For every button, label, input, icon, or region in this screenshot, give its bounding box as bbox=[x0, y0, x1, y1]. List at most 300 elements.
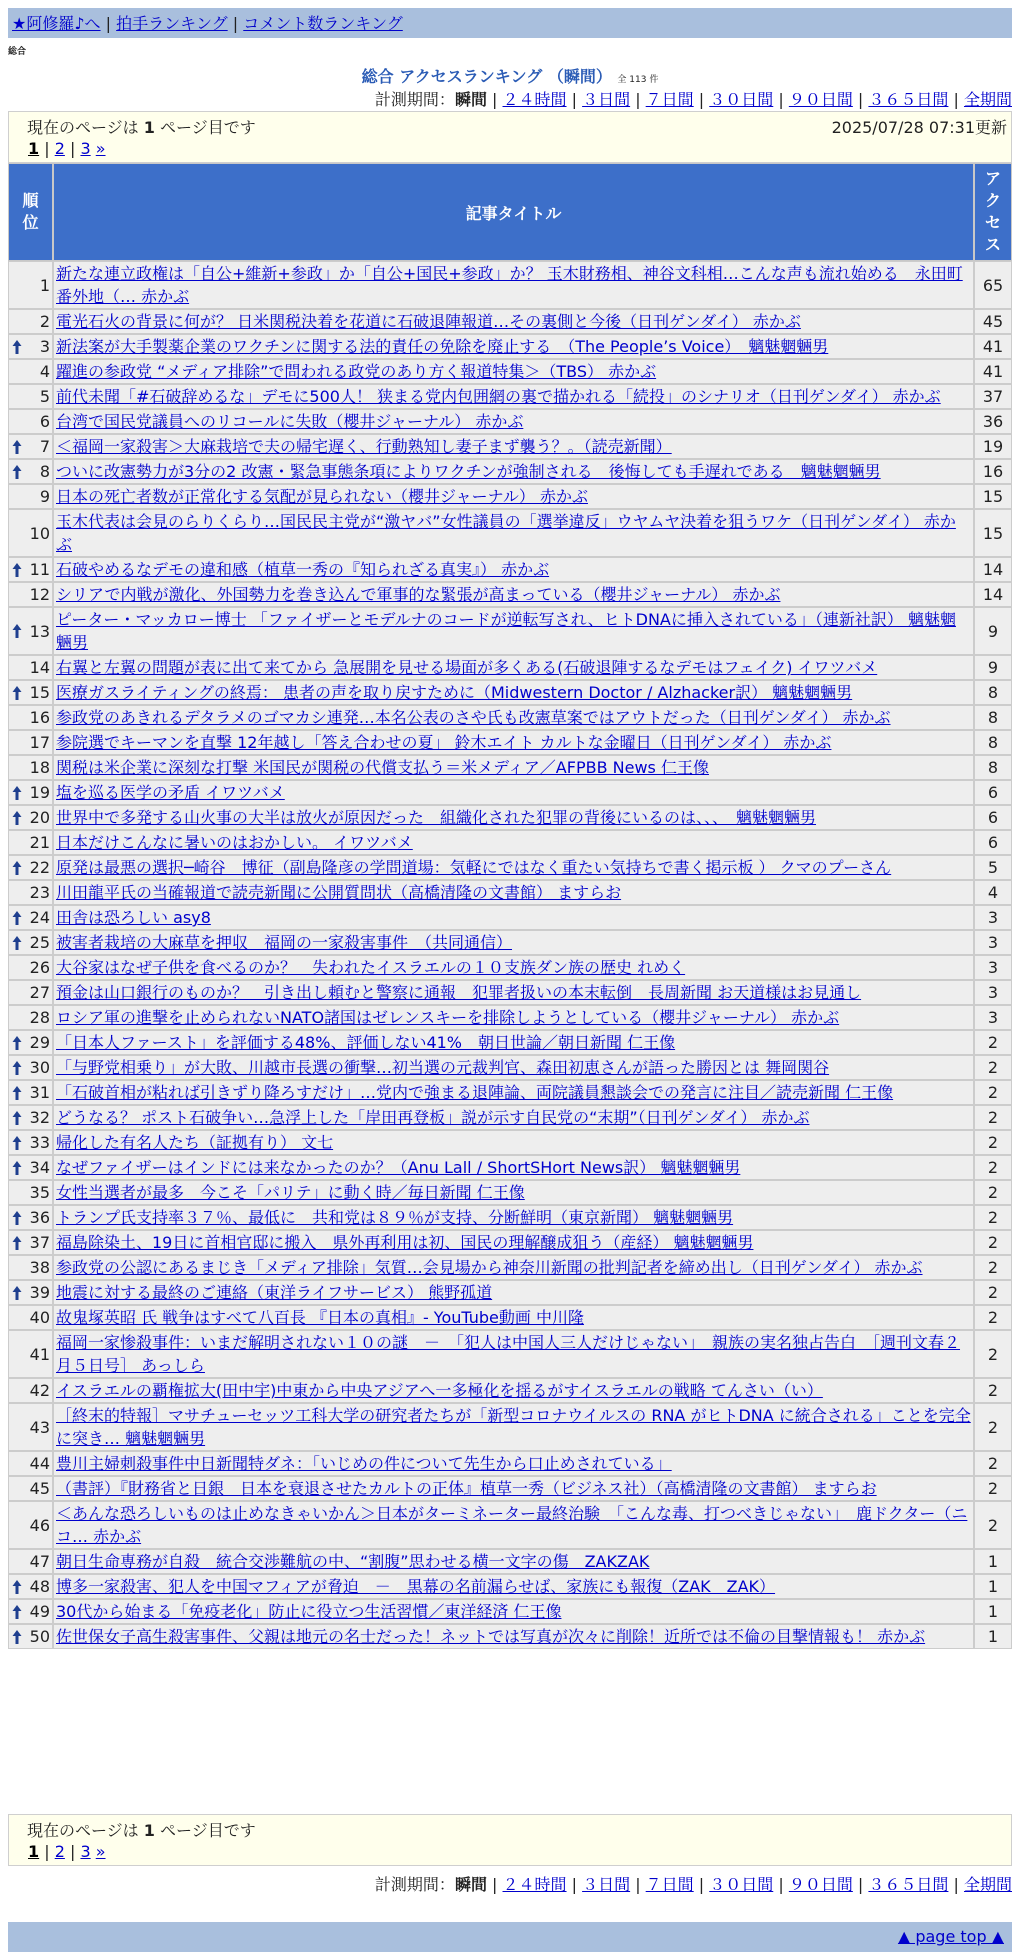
current-page-text-bottom: 現在のページは 1 ページ目です bbox=[27, 1821, 256, 1840]
period-option-link[interactable]: ７日間 bbox=[645, 1875, 694, 1894]
access-count: 3 bbox=[974, 955, 1012, 980]
title-cell bbox=[53, 1280, 974, 1305]
table-row bbox=[8, 705, 1012, 730]
title-cell bbox=[53, 905, 974, 930]
article-title-link[interactable]: 被害者栽培の大麻草を押収 福岡の一家殺害事件 （共同通信） bbox=[56, 933, 513, 952]
rank-cell bbox=[8, 484, 53, 509]
total-count: 全 113 件 bbox=[617, 75, 659, 85]
table-row bbox=[8, 1330, 1012, 1378]
rank-number: 48 bbox=[29, 1577, 50, 1596]
period-option-link[interactable]: ３６５日間 bbox=[868, 1875, 949, 1894]
title-cell bbox=[53, 655, 974, 680]
rank-number: 4 bbox=[39, 362, 50, 381]
rank-number: 44 bbox=[29, 1454, 50, 1473]
access-count: 2 bbox=[974, 1378, 1012, 1403]
rank-number: 15 bbox=[29, 683, 50, 702]
article-title-link[interactable]: ［終末的特報］マサチューセッツ工科大学の研究者たちが「新型コロナウイルスの RNA がヒトDNA に統合される」ことを完全に突き… 魑魅魍魎男 bbox=[56, 1406, 971, 1448]
access-count: 2 bbox=[974, 1403, 1012, 1451]
home-link[interactable]: ★阿修羅♪へ bbox=[12, 14, 101, 33]
article-title-link[interactable]: 躍進の参政党 “メディア排除”で問われる政党のあり方く報道特集＞（TBS） 赤かぶ bbox=[56, 362, 657, 381]
rank-cell bbox=[8, 1080, 53, 1105]
pager-page-link[interactable]: 1 bbox=[28, 139, 40, 158]
article-title-link[interactable]: 故鬼塚英昭 氏 戦争はすべて八百長 『日本の真相』- YouTube動画 中川隆 bbox=[56, 1308, 584, 1327]
rank-number: 28 bbox=[29, 1008, 50, 1027]
rank-up-arrow-icon bbox=[12, 910, 22, 926]
table-row bbox=[8, 680, 1012, 705]
rank-cell bbox=[8, 1574, 53, 1599]
table-row bbox=[8, 1574, 1012, 1599]
rank-number: 7 bbox=[39, 437, 50, 456]
rank-up-arrow-icon bbox=[12, 785, 22, 801]
article-title-link[interactable]: 電光石火の背景に何が？ 日米関税決着を花道に石破退陣報道…その裏側と今後（日刊ゲンダイ） 赤かぶ bbox=[56, 312, 801, 331]
article-title-link[interactable]: 世界中で多発する山火事の大半は放火が原因だった 組織化された犯罪の背後にいるのは、、、 魑魅魍魎男 bbox=[56, 808, 817, 827]
rank-cell bbox=[8, 955, 53, 980]
period-selector-top: 計測期間：瞬間 | ２４時間 | ３日間 | ７日間 | ３０日間 | ９０日間 | ３６５日間 | 全期間 bbox=[374, 90, 1012, 109]
category-label: 総合 bbox=[8, 47, 27, 57]
table-row bbox=[8, 1255, 1012, 1280]
article-title-link[interactable]: 日本の死亡者数が正常化する気配が見られない（櫻井ジャーナル） 赤かぶ bbox=[56, 487, 588, 506]
article-title-link[interactable]: 原発は最悪の選択─崎谷 博征（副島隆彦の学問道場：気軽にではなく重たい気持ちで書く掲示板 ） クマのプーさん bbox=[56, 858, 892, 877]
col-rank-header: 順位 bbox=[8, 163, 53, 261]
access-count: 6 bbox=[974, 780, 1012, 805]
rank-cell bbox=[8, 805, 53, 830]
title-cell bbox=[53, 459, 974, 484]
rank-number: 36 bbox=[29, 1208, 50, 1227]
rank-cell bbox=[8, 557, 53, 582]
access-count: 2 bbox=[974, 1255, 1012, 1280]
period-current: 瞬間 bbox=[454, 1875, 487, 1894]
article-title-link[interactable]: 女性当選者が最多 今こそ「パリテ」に動く時／毎日新聞 仁王像 bbox=[56, 1183, 525, 1202]
table-row bbox=[8, 905, 1012, 930]
rank-cell bbox=[8, 680, 53, 705]
rank-up-arrow-icon bbox=[12, 810, 22, 826]
article-title-link[interactable]: 預金は山口銀行のものか？ 引き出し頼むと警察に通報 犯罪者扱いの本末転倒 長周新聞 お天道様はお見通し bbox=[56, 983, 862, 1002]
rank-cell bbox=[8, 755, 53, 780]
title-cell bbox=[53, 1574, 974, 1599]
rank-cell bbox=[8, 1501, 53, 1549]
rank-up-arrow-icon bbox=[12, 1135, 22, 1151]
rank-cell bbox=[8, 1549, 53, 1574]
rank-number: 40 bbox=[29, 1308, 50, 1327]
rank-cell bbox=[8, 1624, 53, 1649]
title-cell bbox=[53, 607, 974, 655]
article-title-link[interactable]: ロシア軍の進撃を止められないNATO諸国はゼレンスキーを排除しようとしている（櫻井ジャーナル） 赤かぶ bbox=[56, 1008, 840, 1027]
period-option-link[interactable]: ２４時間 bbox=[502, 1875, 567, 1894]
article-title-link[interactable]: 日本だけこんなに暑いのはおかしい。 イワツバメ bbox=[56, 833, 413, 852]
rank-number: 25 bbox=[29, 933, 50, 952]
article-title-link[interactable]: 「石破首相が粘れば引きずり降ろすだけ」…党内で強まる退陣論、両院議員懇談会での発言に注目／読売新聞 仁王像 bbox=[56, 1083, 894, 1102]
table-row bbox=[8, 780, 1012, 805]
table-row bbox=[8, 1205, 1012, 1230]
rank-number: 23 bbox=[29, 883, 50, 902]
rank-up-arrow-icon bbox=[12, 1629, 22, 1645]
article-title-link[interactable]: 新法案が大手製薬企業のワクチンに関する法的責任の免除を廃止する （The People’s Voice） 魑魅魍魎男 bbox=[56, 337, 829, 356]
rank-cell bbox=[8, 1476, 53, 1501]
access-count: 37 bbox=[974, 384, 1012, 409]
pager-page-link[interactable]: 2 bbox=[54, 139, 65, 158]
access-count: 1 bbox=[974, 1574, 1012, 1599]
table-row bbox=[8, 557, 1012, 582]
title-cell bbox=[53, 980, 974, 1005]
rank-cell bbox=[8, 1180, 53, 1205]
access-count: 16 bbox=[974, 459, 1012, 484]
table-row bbox=[8, 930, 1012, 955]
period-option-link[interactable]: ３０日間 bbox=[709, 90, 774, 109]
article-title-link[interactable]: 豊川主婦刺殺事件中日新聞特ダネ：「いじめの件について先生から口止めされている」 bbox=[56, 1454, 672, 1473]
title-cell bbox=[53, 1624, 974, 1649]
rank-cell bbox=[8, 1599, 53, 1624]
article-title-link[interactable]: ＜福岡一家殺害＞大麻栽培で夫の帰宅遅く、行動熟知し妻子まず襲う？。（読売新聞） bbox=[56, 437, 672, 456]
article-title-link[interactable]: 台湾で国民党議員へのリコールに失敗（櫻井ジャーナル） 赤かぶ bbox=[56, 412, 524, 431]
table-row bbox=[8, 655, 1012, 680]
title-cell bbox=[53, 730, 974, 755]
col-access-header: アクセス bbox=[974, 163, 1012, 261]
article-title-link[interactable]: 参院選でキーマンを直撃 12年越し「答え合わせの夏」 鈴木エイト カルトな金曜日（日刊ゲンダイ） 赤かぶ bbox=[56, 733, 832, 752]
access-count: 15 bbox=[974, 509, 1012, 557]
title-cell bbox=[53, 1155, 974, 1180]
article-title-link[interactable]: 「与野党相乗り」が大敗、川越市長選の衝撃…初当選の元裁判官、森田初恵さんが語った勝因とは 舞岡関谷 bbox=[56, 1058, 830, 1077]
rank-number: 45 bbox=[29, 1479, 50, 1498]
article-title-link[interactable]: 塩を巡る医学の矛盾 イワツバメ bbox=[56, 783, 285, 802]
table-row bbox=[8, 261, 1012, 309]
access-count: 9 bbox=[974, 655, 1012, 680]
rank-number: 37 bbox=[29, 1233, 50, 1252]
rank-cell bbox=[8, 309, 53, 334]
access-count: 14 bbox=[974, 582, 1012, 607]
rank-up-arrow-icon bbox=[12, 1210, 22, 1226]
rank-up-arrow-icon bbox=[12, 860, 22, 876]
rank-cell bbox=[8, 1055, 53, 1080]
access-count: 2 bbox=[974, 1130, 1012, 1155]
page-info-top bbox=[8, 111, 1012, 163]
period-option-link[interactable]: 全期間 bbox=[963, 1875, 1012, 1894]
article-title-link[interactable]: 博多一家殺害、犯人を中国マフィアが脅迫 － 黒幕の名前漏らせば、家族にも報復（ZAK ZAK） bbox=[56, 1577, 776, 1596]
title-cell bbox=[53, 384, 974, 409]
title-cell bbox=[53, 1055, 974, 1080]
title-cell bbox=[53, 705, 974, 730]
title-cell bbox=[53, 509, 974, 557]
rank-up-arrow-icon bbox=[12, 1579, 22, 1595]
table-row bbox=[8, 607, 1012, 655]
table-row bbox=[8, 755, 1012, 780]
title-cell bbox=[53, 930, 974, 955]
title-cell bbox=[53, 1451, 974, 1476]
rank-number: 50 bbox=[29, 1627, 50, 1646]
pager-page-link[interactable]: 1 bbox=[28, 1842, 40, 1861]
article-title-link[interactable]: 佐世保女子高生殺害事件、父親は地元の名士だった！ネットでは写真が次々に削除！近所では不倫の目撃情報も！ 赤かぶ bbox=[56, 1627, 926, 1646]
title-cell bbox=[53, 434, 974, 459]
rank-up-arrow-icon bbox=[12, 1035, 22, 1051]
title-cell bbox=[53, 261, 974, 309]
article-title-link[interactable]: 玉木代表は会見のらりくらり…国民民主党が“激ヤバ”女性議員の「選挙違反」ウヤムヤ決着を狙うワケ（日刊ゲンダイ） 赤かぶ bbox=[56, 512, 956, 554]
rank-number: 20 bbox=[29, 808, 50, 827]
rank-cell bbox=[8, 1330, 53, 1378]
table-row bbox=[8, 830, 1012, 855]
table-row bbox=[8, 1476, 1012, 1501]
rank-cell bbox=[8, 705, 53, 730]
bottom-bar bbox=[8, 1922, 1012, 1952]
rank-cell bbox=[8, 1130, 53, 1155]
table-row bbox=[8, 1155, 1012, 1180]
access-count: 1 bbox=[974, 1549, 1012, 1574]
article-title-link[interactable]: 30代から始まる「免疫老化」防止に役立つ生活習慣／東洋経済 仁王像 bbox=[56, 1602, 562, 1621]
period-option-link[interactable]: ３日間 bbox=[582, 90, 631, 109]
article-title-link[interactable]: 右翼と左翼の問題が表に出て来てから 急展開を見せる場面が多くある(石破退陣するなデモはフェイク) イワツバメ bbox=[56, 658, 878, 677]
table-row bbox=[8, 1378, 1012, 1403]
ranking-rows bbox=[8, 261, 1012, 1649]
access-count: 2 bbox=[974, 1280, 1012, 1305]
title-cell bbox=[53, 1403, 974, 1451]
pager-bottom: 1 | 2 | 3 » bbox=[28, 1842, 106, 1861]
rank-up-arrow-icon bbox=[12, 339, 22, 355]
table-row bbox=[8, 334, 1012, 359]
article-title-link[interactable]: 参政党のあきれるデタラメのゴマカシ連発…本名公表のさや氏も改憲草案ではアウトだった（日刊ゲンダイ） 赤かぶ bbox=[56, 708, 891, 727]
access-count: 2 bbox=[974, 1080, 1012, 1105]
table-row bbox=[8, 582, 1012, 607]
title-cell bbox=[53, 1476, 974, 1501]
article-title-link[interactable]: ピーター・マッカロー博士 「ファイザーとモデルナのコードが逆転写され、ヒトDNAに挿入されている」（連新社訳） 魑魅魍魎男 bbox=[56, 610, 956, 652]
table-row bbox=[8, 309, 1012, 334]
article-title-link[interactable]: 福島除染土、19日に首相官邸に搬入 県外再利用は初、国民の理解醸成狙う（産経） 魑魅魍魎男 bbox=[56, 1233, 754, 1252]
article-title-link[interactable]: なぜファイザーはインドには来なかったのか？（Anu Lall / ShortSHort News訳） 魑魅魍魎男 bbox=[56, 1158, 741, 1177]
rank-number: 18 bbox=[29, 758, 50, 777]
rank-number: 32 bbox=[29, 1108, 50, 1127]
rank-number: 27 bbox=[29, 983, 50, 1002]
period-option-link[interactable]: 全期間 bbox=[963, 90, 1012, 109]
title-cell bbox=[53, 1130, 974, 1155]
table-row bbox=[8, 1230, 1012, 1255]
table-row bbox=[8, 484, 1012, 509]
access-count: 3 bbox=[974, 1005, 1012, 1030]
rank-cell bbox=[8, 1305, 53, 1330]
period-option-link[interactable]: ３日間 bbox=[582, 1875, 631, 1894]
access-count: 15 bbox=[974, 484, 1012, 509]
rank-number: 43 bbox=[29, 1417, 50, 1437]
table-row bbox=[8, 359, 1012, 384]
rank-cell bbox=[8, 1280, 53, 1305]
article-title-link[interactable]: どうなる？ ポスト石破争い…急浮上した「岸田再登板」説が示す自民党の“末期”（日刊ゲンダイ） 赤かぶ bbox=[56, 1108, 810, 1127]
rank-number: 49 bbox=[29, 1602, 50, 1621]
rank-cell bbox=[8, 905, 53, 930]
rank-cell bbox=[8, 261, 53, 309]
title-cell bbox=[53, 755, 974, 780]
article-title-link[interactable]: イスラエルの覇権拡大(田中宇)中東から中央アジアへ一多極化を揺るがすイスラエルの戦略 てんさい（い） bbox=[56, 1381, 823, 1400]
applause-ranking-link[interactable]: 拍手ランキング bbox=[116, 14, 228, 33]
rank-cell bbox=[8, 655, 53, 680]
title-cell bbox=[53, 484, 974, 509]
access-count: 2 bbox=[974, 1305, 1012, 1330]
rank-cell bbox=[8, 1378, 53, 1403]
table-row bbox=[8, 855, 1012, 880]
period-option-link[interactable]: ７日間 bbox=[645, 90, 694, 109]
article-title-link[interactable]: トランプ氏支持率３７％、最低に 共和党は８９％が支持、分断鮮明（東京新聞） 魑魅魍魎男 bbox=[56, 1208, 734, 1227]
pager-next-link[interactable]: » bbox=[95, 1842, 106, 1861]
article-title-link[interactable]: 前代未聞「#石破辞めるな」デモに500人！ 狭まる党内包囲網の裏で描かれる「続投」のシナリオ（日刊ゲンダイ） 赤かぶ bbox=[56, 387, 941, 406]
rank-up-arrow-icon bbox=[12, 1060, 22, 1076]
article-title-link[interactable]: ついに改憲勢力が3分の2 改憲・緊急事態条項によりワクチンが強制される 後悔しても手遅れである 魑魅魍魎男 bbox=[56, 462, 881, 481]
period-option-link[interactable]: ９０日間 bbox=[788, 90, 853, 109]
title-cell bbox=[53, 1080, 974, 1105]
access-count: 8 bbox=[974, 705, 1012, 730]
table-row bbox=[8, 730, 1012, 755]
title-cell bbox=[53, 1330, 974, 1378]
article-title-link[interactable]: （書評）『財務省と日銀 日本を衰退させたカルトの正体』植草一秀（ビジネス社）（高橋清隆の文書館） ますらお bbox=[56, 1479, 877, 1498]
period-option-link[interactable]: ３６５日間 bbox=[868, 90, 949, 109]
access-count: 5 bbox=[974, 855, 1012, 880]
access-count: 6 bbox=[974, 805, 1012, 830]
access-count: 2 bbox=[974, 1476, 1012, 1501]
article-title-link[interactable]: 参政党の公認にあるまじき「メディア排除」気質…会見場から神奈川新聞の批判記者を締め出し（日刊ゲンダイ） 赤かぶ bbox=[56, 1258, 923, 1277]
article-title-link[interactable]: 朝日生命専務が自殺 統合交渉難航の中、“割腹”思わせる横一文字の傷 ZAKZAK bbox=[56, 1552, 650, 1571]
rank-number: 35 bbox=[29, 1183, 50, 1202]
article-title-link[interactable]: 地震に対する最終のご連絡（東洋ライフサービス） 熊野孤道 bbox=[56, 1283, 493, 1302]
rank-number: 1 bbox=[39, 275, 50, 295]
page-info-bottom bbox=[8, 1814, 1012, 1866]
rank-cell bbox=[8, 607, 53, 655]
title-cell bbox=[53, 1599, 974, 1624]
rank-number: 21 bbox=[29, 833, 50, 852]
col-title-header: 記事タイトル bbox=[53, 163, 974, 261]
rank-cell bbox=[8, 1030, 53, 1055]
title-cell bbox=[53, 1255, 974, 1280]
access-count: 2 bbox=[974, 1155, 1012, 1180]
rank-number: 3 bbox=[39, 337, 50, 356]
period-label: 計測期間： bbox=[374, 1875, 455, 1894]
access-count: 2 bbox=[974, 1105, 1012, 1130]
rank-cell bbox=[8, 1205, 53, 1230]
article-title-link[interactable]: 福岡一家惨殺事件：いまだ解明されない１０の謎 － 「犯人は中国人三人だけじゃない」 親族の実名独占告白 ［週刊文春２月５日号］ あっしら bbox=[56, 1333, 961, 1375]
rank-cell bbox=[8, 1230, 53, 1255]
access-count: 2 bbox=[974, 1230, 1012, 1255]
period-option-link[interactable]: ３０日間 bbox=[709, 1875, 774, 1894]
access-count: 41 bbox=[974, 334, 1012, 359]
table-row bbox=[8, 880, 1012, 905]
comment-ranking-link[interactable]: コメント数ランキング bbox=[243, 14, 403, 33]
access-count: 3 bbox=[974, 980, 1012, 1005]
access-count: 2 bbox=[974, 1501, 1012, 1549]
article-title-link[interactable]: シリアで内戦が激化、外国勢力を巻き込んで軍事的な緊張が高まっている（櫻井ジャーナル） 赤かぶ bbox=[56, 585, 781, 604]
article-title-link[interactable]: 石破やめるなデモの違和感（植草一秀の『知られざる真実』） 赤かぶ bbox=[56, 560, 550, 579]
title-cell bbox=[53, 855, 974, 880]
pager-page-link[interactable]: 3 bbox=[80, 1842, 91, 1861]
table-row bbox=[8, 1105, 1012, 1130]
title-cell bbox=[53, 309, 974, 334]
table-row bbox=[8, 805, 1012, 830]
access-count: 2 bbox=[974, 1180, 1012, 1205]
period-option-link[interactable]: ９０日間 bbox=[788, 1875, 853, 1894]
title-cell bbox=[53, 409, 974, 434]
rank-up-arrow-icon bbox=[12, 685, 22, 701]
rank-up-arrow-icon bbox=[12, 623, 22, 639]
article-title-link[interactable]: 川田龍平氏の当確報道で読売新聞に公開質問状（高橋清隆の文書館） ますらお bbox=[56, 883, 622, 902]
rank-number: 6 bbox=[39, 412, 50, 431]
page-top-link[interactable]: ▲ page top ▲ bbox=[897, 1927, 1004, 1946]
article-title-link[interactable]: 「日本人ファースト」を評価する48%、評価しない41% 朝日世論／朝日新聞 仁王像 bbox=[56, 1033, 676, 1052]
rank-cell bbox=[8, 1451, 53, 1476]
rank-number: 14 bbox=[29, 658, 50, 677]
rank-cell bbox=[8, 880, 53, 905]
title-cell bbox=[53, 1549, 974, 1574]
pager-page-link[interactable]: 3 bbox=[80, 139, 91, 158]
title-cell bbox=[53, 780, 974, 805]
rank-number: 47 bbox=[29, 1552, 50, 1571]
ranking-title-text: 総合 アクセスランキング （瞬間） bbox=[361, 67, 612, 86]
access-count: 1 bbox=[974, 1624, 1012, 1649]
rank-cell bbox=[8, 509, 53, 557]
rank-cell bbox=[8, 384, 53, 409]
rank-number: 9 bbox=[39, 487, 50, 506]
title-cell bbox=[53, 1205, 974, 1230]
rank-cell bbox=[8, 1155, 53, 1180]
article-title-link[interactable]: 関税は米企業に深刻な打撃 米国民が関税の代償支払う＝米メディア／AFPBB News 仁王像 bbox=[56, 758, 709, 777]
table-row bbox=[8, 434, 1012, 459]
rank-cell bbox=[8, 582, 53, 607]
title-cell bbox=[53, 680, 974, 705]
table-row bbox=[8, 1280, 1012, 1305]
title-cell bbox=[53, 359, 974, 384]
access-count: 41 bbox=[974, 359, 1012, 384]
rank-up-arrow-icon bbox=[12, 562, 22, 578]
period-option-link[interactable]: ２４時間 bbox=[502, 90, 567, 109]
title-cell bbox=[53, 582, 974, 607]
title-cell bbox=[53, 1180, 974, 1205]
rank-cell bbox=[8, 1403, 53, 1451]
article-title-link[interactable]: 田舎は恐ろしい asy8 bbox=[56, 908, 211, 927]
access-count: 2 bbox=[974, 1205, 1012, 1230]
pager-page-link[interactable]: 2 bbox=[54, 1842, 65, 1861]
article-title-link[interactable]: 新たな連立政権は「自公+維新+参政」か「自公+国民+参政」か？ 玉木財務相、神谷文科相…こんな声も流れ始める 永田町番外地（… 赤かぶ bbox=[56, 264, 963, 306]
table-row bbox=[8, 955, 1012, 980]
rank-number: 38 bbox=[29, 1258, 50, 1277]
rank-number: 34 bbox=[29, 1158, 50, 1177]
top-nav: ★阿修羅♪へ | 拍手ランキング | コメント数ランキング bbox=[8, 8, 1012, 38]
rank-cell bbox=[8, 334, 53, 359]
article-title-link[interactable]: 帰化した有名人たち（証拠有り） 文七 bbox=[56, 1133, 334, 1152]
article-title-link[interactable]: ＜あんな恐ろしいものは止めなきゃいかん＞日本がターミネーター最終治験 「こんな毒、打つべきじゃない」 鹿ドクター（ニコ… 赤かぶ bbox=[56, 1504, 968, 1546]
title-cell bbox=[53, 1305, 974, 1330]
table-row bbox=[8, 1624, 1012, 1649]
rank-cell bbox=[8, 780, 53, 805]
access-count: 9 bbox=[974, 607, 1012, 655]
rank-up-arrow-icon bbox=[12, 464, 22, 480]
table-row bbox=[8, 1403, 1012, 1451]
table-row bbox=[8, 1549, 1012, 1574]
ranking-table bbox=[8, 163, 1012, 1649]
rank-number: 30 bbox=[29, 1058, 50, 1077]
rank-cell bbox=[8, 980, 53, 1005]
table-row bbox=[8, 509, 1012, 557]
current-page-text: 現在のページは 1 ページ目です bbox=[27, 118, 256, 137]
access-count: 2 bbox=[974, 1330, 1012, 1378]
rank-number: 46 bbox=[29, 1515, 50, 1535]
rank-number: 19 bbox=[29, 783, 50, 802]
rank-up-arrow-icon bbox=[12, 1085, 22, 1101]
article-title-link[interactable]: 医療ガスライティングの終焉： 患者の声を取り戻すために（Midwestern Doctor / Alzhacker訳） 魑魅魍魎男 bbox=[56, 683, 853, 702]
access-count: 2 bbox=[974, 1055, 1012, 1080]
rank-cell bbox=[8, 459, 53, 484]
table-row bbox=[8, 409, 1012, 434]
title-cell bbox=[53, 1005, 974, 1030]
article-title-link[interactable]: 大谷家はなぜ子供を食べるのか？ 失われたイスラエルの１０支族ダン族の歴史 れめく bbox=[56, 958, 686, 977]
title-cell bbox=[53, 1378, 974, 1403]
pager-next-link[interactable]: » bbox=[95, 139, 106, 158]
rank-number: 13 bbox=[29, 621, 50, 641]
table-row bbox=[8, 1501, 1012, 1549]
rank-cell bbox=[8, 930, 53, 955]
rank-number: 24 bbox=[29, 908, 50, 927]
rank-cell bbox=[8, 830, 53, 855]
access-count: 8 bbox=[974, 755, 1012, 780]
